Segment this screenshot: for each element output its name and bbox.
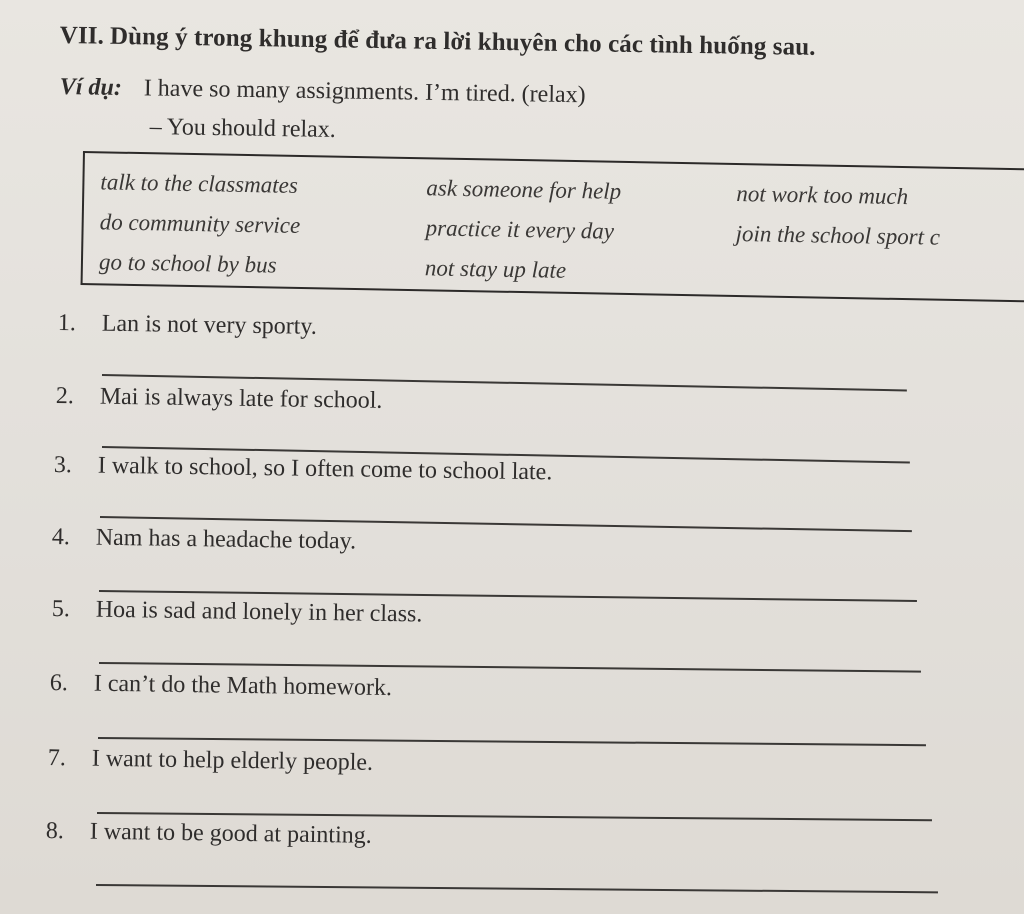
question-number: 5.: [51, 596, 70, 623]
question-text: I can’t do the Math homework.: [93, 670, 393, 702]
question-text: I walk to school, so I often come to school late.: [97, 452, 553, 486]
example-prompt: I have so many assignments. I’m tired. (relax): [143, 75, 586, 109]
question-number: 8.: [45, 818, 64, 845]
answer-blank-8[interactable]: [96, 884, 938, 893]
answer-blank-5[interactable]: [99, 662, 921, 673]
box-item-go-by-bus: go to school by bus: [98, 249, 277, 278]
exercise-instruction: Dùng ý trong khung để đưa ra lời khuyên cho các tình huống sau.: [109, 22, 816, 61]
question-number: 7.: [47, 745, 66, 772]
question-text: I want to help elderly people.: [91, 745, 374, 776]
question-7: [48, 745, 928, 785]
example-answer: – You should relax.: [149, 114, 336, 143]
box-item-talk-to-classmates: talk to the classmates: [100, 169, 299, 198]
question-text: I want to be good at painting.: [89, 818, 372, 849]
question-text: Nam has a headache today.: [95, 524, 357, 555]
question-5: [52, 596, 932, 636]
question-number: 3.: [53, 452, 72, 479]
question-1: [58, 310, 938, 350]
example-line: [60, 74, 960, 115]
question-8: [46, 818, 926, 858]
box-item-practice-every-day: practice it every day: [425, 215, 615, 244]
example-label: Ví dụ:: [59, 74, 123, 101]
word-box: [81, 151, 1024, 303]
box-item-community-service: do community service: [99, 209, 301, 238]
question-3: [54, 452, 934, 492]
question-number: 2.: [55, 383, 74, 410]
box-item-join-school-sport: join the school sport c: [735, 220, 941, 250]
answer-blank-6[interactable]: [98, 737, 926, 746]
question-text: Mai is always late for school.: [99, 383, 383, 414]
question-number: 4.: [51, 524, 70, 551]
exercise-heading: [60, 22, 1020, 65]
box-item-ask-for-help: ask someone for help: [426, 175, 622, 204]
exercise-number: VII.: [59, 22, 105, 50]
box-item-not-stay-up-late: not stay up late: [424, 255, 567, 283]
question-6: [50, 670, 930, 710]
box-item-not-work-too-much: not work too much: [736, 180, 909, 210]
question-text: Lan is not very sporty.: [101, 310, 318, 340]
question-text: Hoa is sad and lonely in her class.: [95, 596, 423, 628]
question-number: 6.: [49, 670, 68, 697]
question-number: 1.: [57, 310, 76, 337]
